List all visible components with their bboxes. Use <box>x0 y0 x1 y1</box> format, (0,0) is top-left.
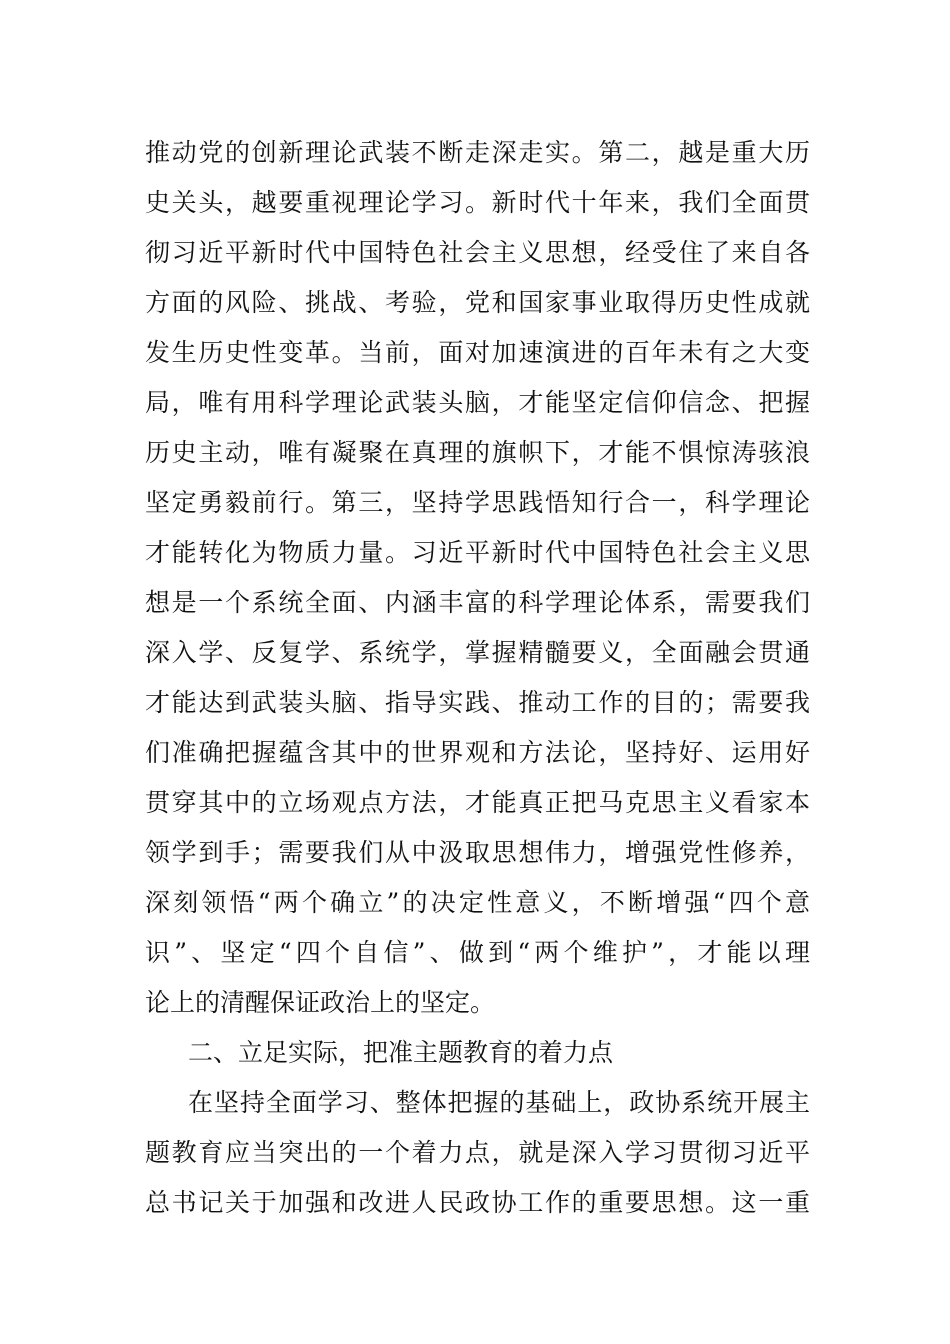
text-line: 发生历史性变革。当前，面对加速演进的百年未有之大变 <box>145 338 810 367</box>
text-line: 在坚持全面学习、整体把握的基础上，政协系统开展主 <box>188 1088 810 1117</box>
text-line: 总书记关于加强和改进人民政协工作的重要思想。这一重 <box>145 1188 810 1217</box>
text-line: 贯穿其中的立场观点方法，才能真正把马克思主义看家本 <box>145 788 810 817</box>
text-line: 历史主动，唯有凝聚在真理的旗帜下，才能不惧惊涛骇浪 <box>145 438 810 467</box>
text-line: 识”、坚定“四个自信”、做到“两个维护”，才能以理 <box>145 938 810 967</box>
text-line: 论上的清醒保证政治上的坚定。 <box>145 988 496 1017</box>
text-line: 深入学、反复学、系统学，掌握精髓要义，全面融会贯通 <box>145 638 810 667</box>
text-line: 们准确把握蕴含其中的世界观和方法论，坚持好、运用好 <box>145 738 810 767</box>
text-line: 坚定勇毅前行。第三，坚持学思践悟知行合一，科学理论 <box>145 488 810 517</box>
text-line: 深刻领悟“两个确立”的决定性意义，不断增强“四个意 <box>145 888 810 917</box>
text-line: 才能转化为物质力量。习近平新时代中国特色社会主义思 <box>145 538 810 567</box>
text-line: 史关头，越要重视理论学习。新时代十年来，我们全面贯 <box>145 188 810 217</box>
text-line: 推动党的创新理论武装不断走深走实。第二，越是重大历 <box>145 138 810 167</box>
text-line: 方面的风险、挑战、考验，党和国家事业取得历史性成就 <box>145 288 810 317</box>
text-line: 想是一个系统全面、内涵丰富的科学理论体系，需要我们 <box>145 588 810 617</box>
text-line: 局，唯有用科学理论武装头脑，才能坚定信仰信念、把握 <box>145 388 810 417</box>
section-heading: 二、立足实际，把准主题教育的着力点 <box>188 1038 614 1067</box>
text-line: 彻习近平新时代中国特色社会主义思想，经受住了来自各 <box>145 238 810 267</box>
text-line: 领学到手；需要我们从中汲取思想伟力，增强党性修养， <box>145 838 810 867</box>
text-line: 题教育应当突出的一个着力点，就是深入学习贯彻习近平 <box>145 1138 810 1167</box>
text-line: 才能达到武装头脑、指导实践、推动工作的目的；需要我 <box>145 688 810 717</box>
